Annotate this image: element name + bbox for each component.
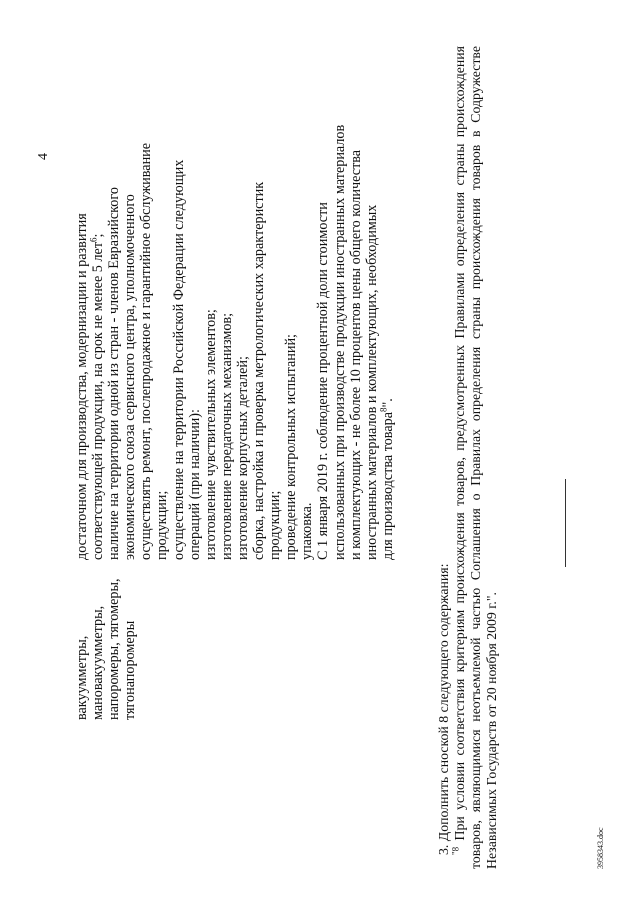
requirement-line — [187, 40, 203, 560]
instrument-item: тягонапоромеры — [122, 620, 139, 720]
requirement-line — [348, 40, 364, 560]
requirement-text: соответствующей продукции, на срок не менее 5 лет — [90, 241, 107, 560]
footnote-heading: 3. Дополнить сноской 8 следующего содержания: — [436, 563, 451, 855]
footnote-marker: "8 — [450, 846, 461, 855]
requirement-line — [122, 40, 138, 560]
requirement-line — [219, 40, 235, 560]
requirement-text: наличие на территории одной из стран - членов Евразийского — [106, 187, 123, 560]
requirement-text: операций (при наличии): — [186, 409, 203, 560]
requirement-text: использованных при производстве продукции иностранных материалов — [331, 124, 348, 560]
footnote-body: При условии соответствия критериям происхождения товаров, предусмотренных Правилами определения страны происхождения товаров, являющимися неотъемлемой частью Соглашения о Правилах определения страны происхождения товаров в Содружестве Независимых Государств от 20 ноября 2009 г.". — [452, 46, 499, 869]
footnote-separator — [565, 479, 566, 567]
requirement-line — [106, 40, 122, 560]
requirement-line — [235, 40, 251, 560]
requirement-text: для производства товара — [379, 411, 396, 560]
requirement-text: иностранных материалов и комплектующих, необходимых — [363, 204, 380, 560]
requirement-text: изготовление корпусных деталей; — [234, 356, 251, 560]
requirement-text: экономического союза сервисного центра, уполномоченного — [122, 194, 139, 560]
requirement-text: продукции; — [267, 490, 284, 560]
instrument-item: вакуумметры, — [74, 635, 90, 720]
requirement-text: изготовление чувствительных элементов; — [202, 309, 219, 560]
requirement-text: осуществлять ремонт, послепродажное и гарантийное обслуживание — [138, 142, 155, 560]
requirement-line — [315, 40, 331, 560]
requirement-tail: ; — [90, 233, 107, 238]
footnote-block — [436, 46, 500, 869]
requirement-line — [332, 40, 348, 560]
instrument-item: мановакуумметры, — [90, 605, 107, 720]
requirement-text: проведение контрольных испытаний; — [283, 333, 300, 560]
requirement-text: продукции; — [154, 490, 171, 560]
requirement-tail: ". — [379, 398, 396, 408]
requirement-text: и комплектующих - не более 10 процентов цены общего количества — [347, 149, 364, 560]
requirement-line — [171, 40, 187, 560]
requirement-text: упаковка. — [299, 502, 316, 560]
requirement-line — [138, 40, 154, 560]
requirement-line — [154, 40, 170, 560]
requirement-text: осуществление на территории Российской Федерации следующих — [170, 159, 187, 560]
requirement-line — [90, 40, 106, 560]
requirement-line — [74, 40, 90, 560]
requirement-text: сборка, настройка и проверка метрологических характеристик — [251, 181, 268, 560]
requirement-line — [251, 40, 267, 560]
requirements-list — [74, 40, 396, 560]
requirement-line — [267, 40, 283, 560]
requirement-text: С 1 января 2019 г. соблюдение процентной доли стоимости — [315, 202, 332, 560]
requirement-line — [299, 40, 315, 560]
requirement-text: достаточном для производства, модернизации и развития — [74, 213, 90, 560]
footnote-text — [452, 46, 500, 869]
instrument-item: напоромеры, тягомеры, — [106, 578, 123, 720]
requirement-line — [203, 40, 219, 560]
requirement-line — [364, 40, 380, 560]
page-number: 4 — [36, 153, 51, 160]
requirement-line — [380, 40, 396, 560]
footnote-ref: 6 — [88, 237, 99, 242]
document-id: 3958343.doc — [596, 827, 605, 869]
requirement-text: изготовление передаточных механизмов; — [218, 312, 235, 560]
requirement-line — [283, 40, 299, 560]
footnote-ref: 8 — [378, 407, 389, 412]
